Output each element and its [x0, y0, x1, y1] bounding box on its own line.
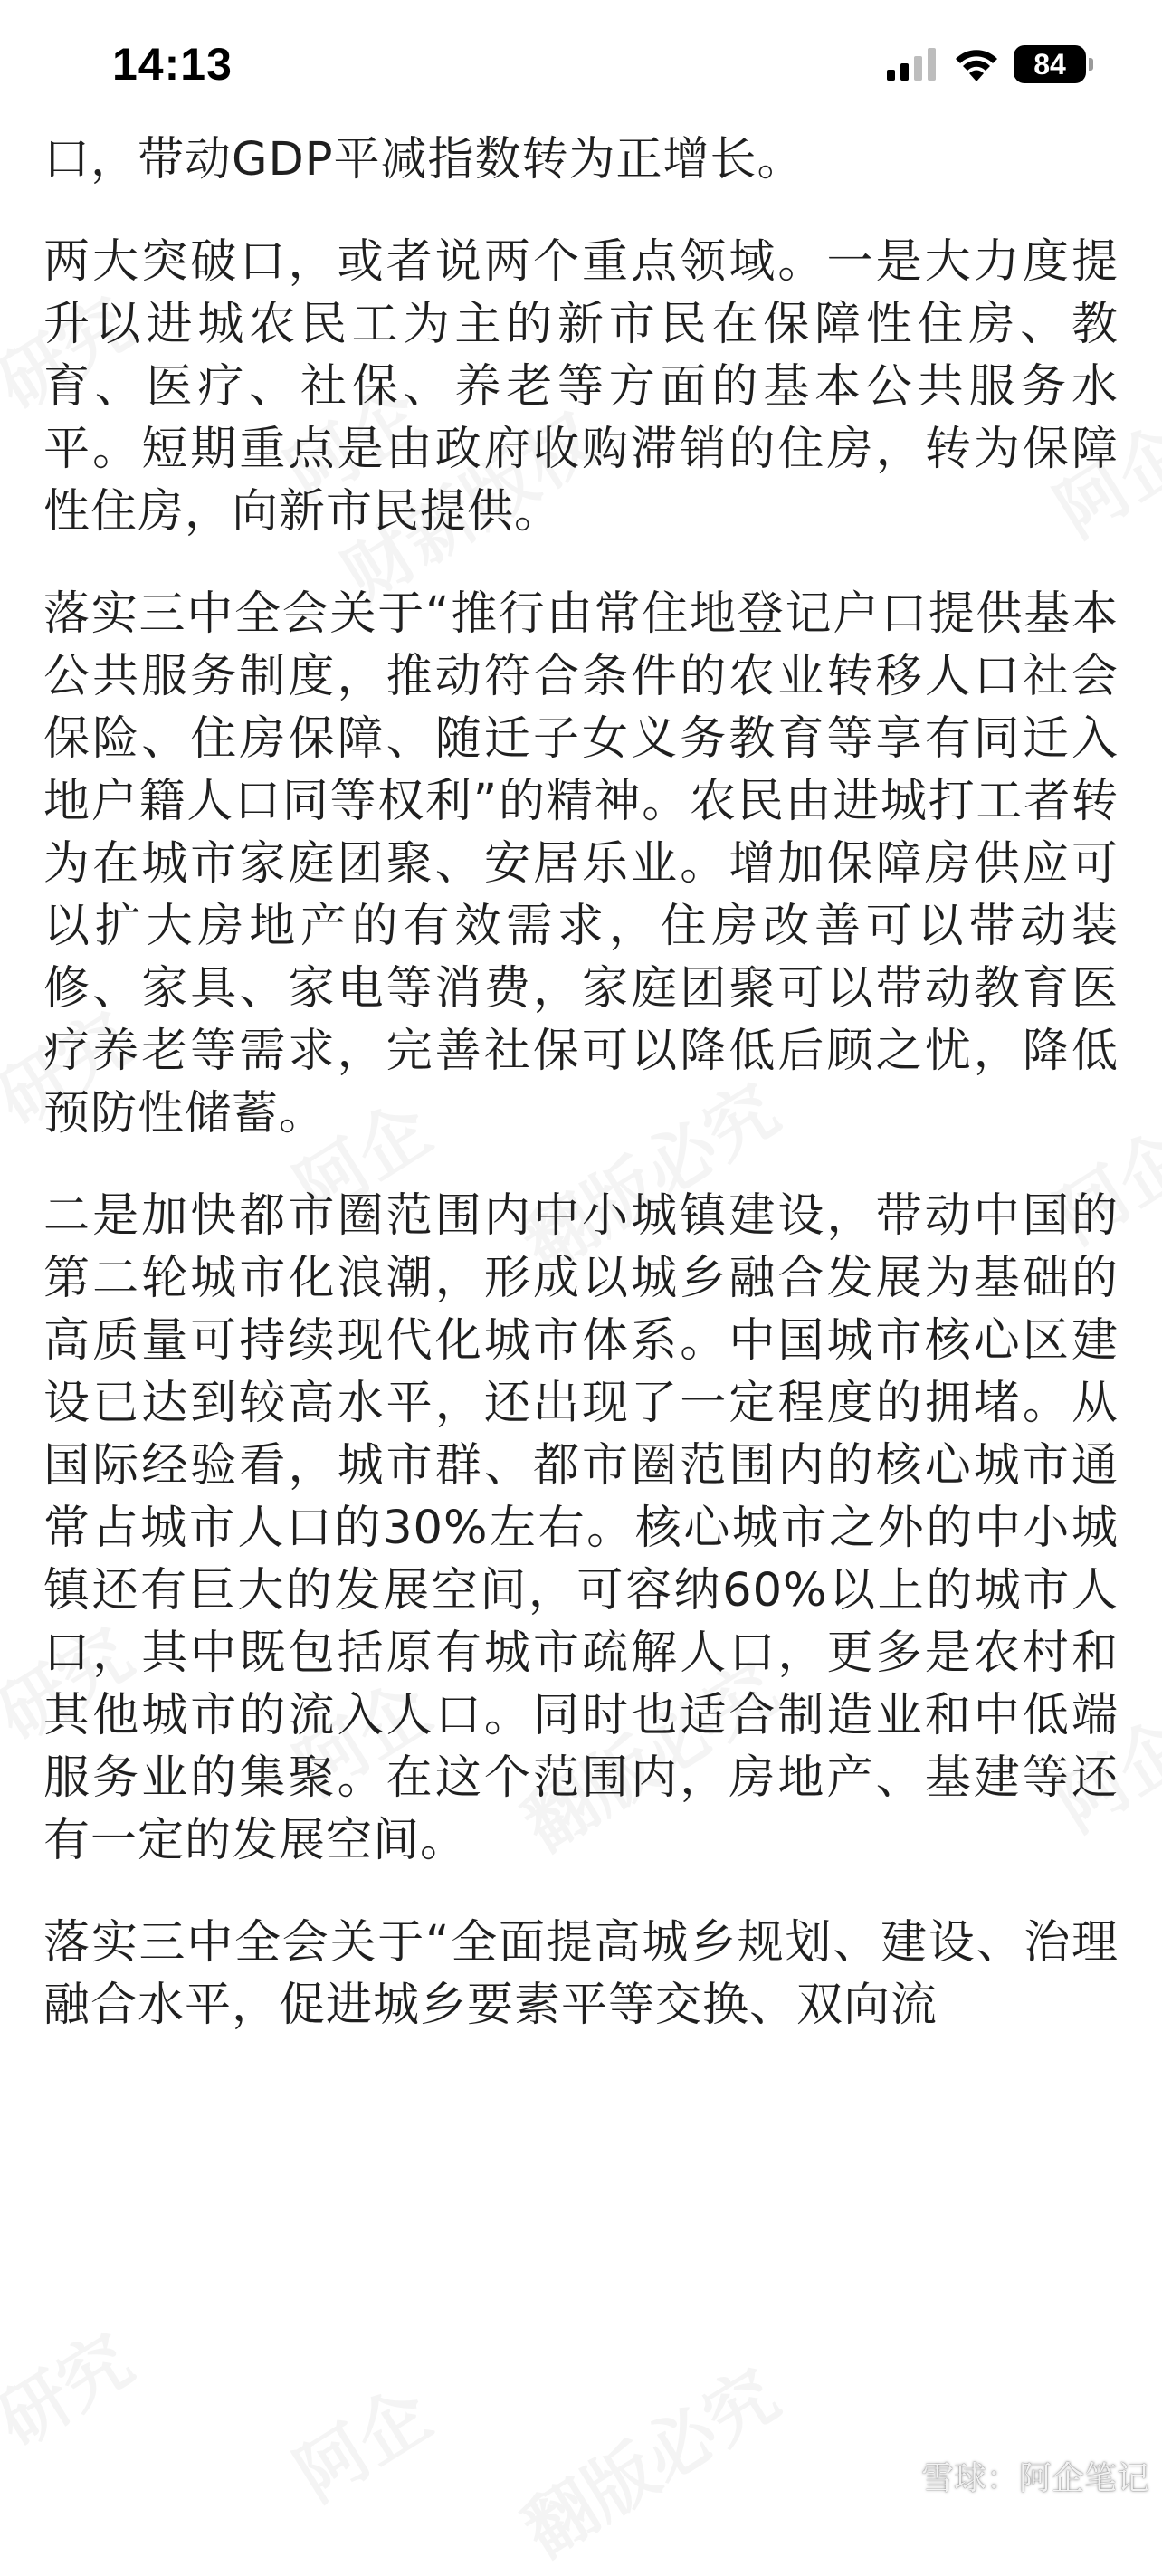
status-icons: [887, 43, 1086, 85]
status-bar: [0, 0, 1162, 127]
article-paragraph: 落实三中全会关于“全面提高城乡规划、建设、治理融合水平，促进城乡要素平等交换、双向流: [43, 1916, 1119, 2032]
status-time: 14:13: [112, 39, 233, 90]
watermark-text: [273, 2360, 447, 2521]
wifi-icon: [954, 47, 999, 81]
article-paragraph: 口，带动GDP平减指数转为正增长。: [43, 133, 805, 186]
battery-icon: 84: [1014, 45, 1086, 83]
source-watermark-text: 雪球：阿企笔记: [920, 2460, 1149, 2497]
article-paragraph: 两大突破口，或者说两个重点领域。一是大力度提升以进城农民工为主的新市民在保障性住房、教育、医疗、社保、养老等方面的基本公共服务水平。短期重点是由政府收购滞销的住房，转为保障性住房，向新市民提供。: [43, 235, 1119, 539]
article-body: [43, 129, 1119, 2076]
snowball-icon: [876, 2458, 912, 2495]
article-paragraph: 落实三中全会关于“推行由常住地登记户口提供基本公共服务制度，推动符合条件的农业转移人口社会保险、住房保障、随迁子女义务教育等享有同迁入地户籍人口同等权利”的精神。农民由进城打工者转为在城市家庭团聚、安居乐业。增加保障房供应可以扩大房地产的有效需求，住房改善可以带动装修、家具、家电等消费，家庭团聚可以带动教育医疗养老等需求，完善社保可以降低后顾之忧，降低预防性储蓄。: [43, 587, 1119, 1140]
source-watermark: [876, 2453, 1149, 2499]
watermark-text: [0, 2305, 148, 2466]
watermark-text: [501, 2341, 795, 2576]
signal-icon: [887, 48, 939, 81]
article-paragraph: 二是加快都市圈范围内中小城镇建设，带动中国的第二轮城市化浪潮，形成以城乡融合发展为基础的高质量可持续现代化城市体系。中国城市核心区建设已达到较高水平，还出现了一定程度的拥堵。从国际经验看，城市群、都市圈范围内的核心城市通常占城市人口的30%左右。核心城市之外的中小城镇还有巨大的发展空间，可容纳60%以上的城市人口，其中既包括原有城市疏解人口，更多是农村和其他城市的流入人口。同时也适合制造业和中低端服务业的集聚。在这个范围内，房地产、基建等还有一定的发展空间。: [43, 1189, 1119, 1867]
